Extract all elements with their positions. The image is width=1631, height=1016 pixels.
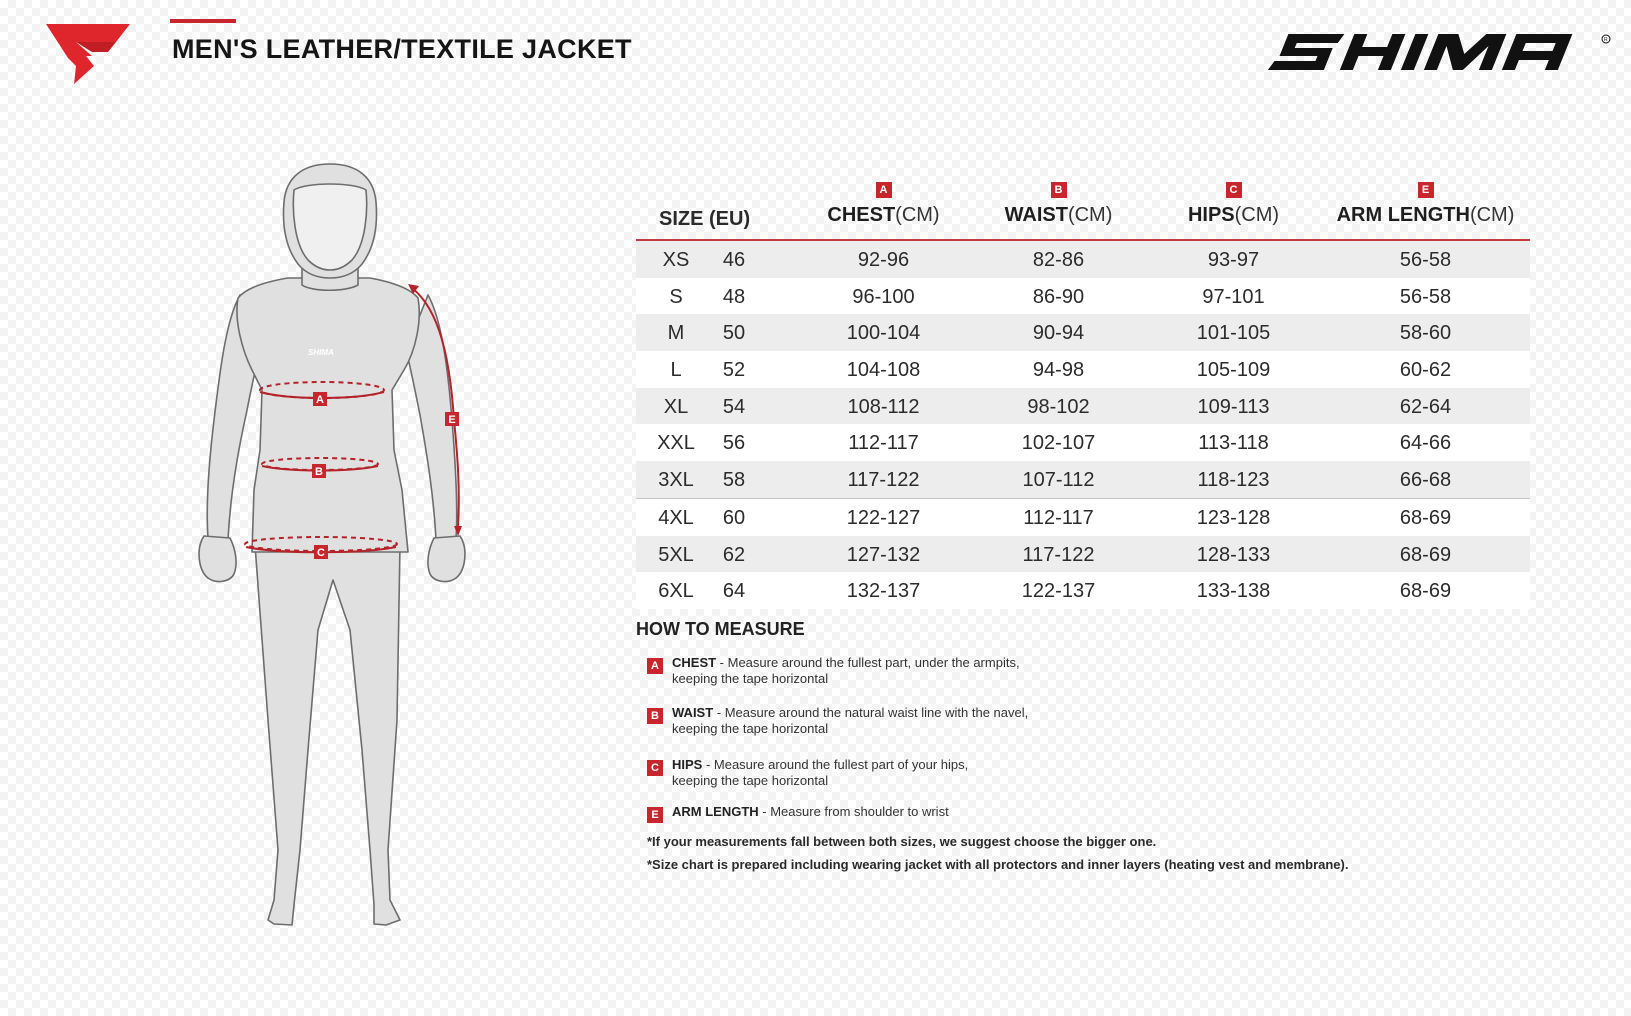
- cell-size: S: [669, 285, 683, 308]
- cell-eu: 52: [722, 359, 746, 382]
- table-row: [636, 388, 1530, 425]
- cell-eu: 46: [722, 249, 746, 271]
- title-accent-bar: [170, 19, 236, 23]
- cell-size: 3XL: [658, 469, 694, 492]
- cell-chest: 92-96: [857, 249, 910, 271]
- badge-a: A: [647, 658, 663, 674]
- how-to-measure-title: HOW TO MEASURE: [636, 619, 805, 639]
- cell-waist: 94-98: [1032, 359, 1085, 382]
- cell-arm: 58-60: [1399, 322, 1452, 345]
- cell-chest: 117-122: [847, 469, 920, 492]
- cell-eu: 60: [722, 506, 746, 529]
- table-row: [636, 498, 1530, 536]
- table-row: [636, 461, 1530, 498]
- cell-hips: 133-138: [1196, 580, 1271, 603]
- cell-eu: 58: [722, 469, 746, 492]
- cell-arm: 68-69: [1399, 580, 1452, 603]
- svg-text:B: B: [315, 466, 323, 478]
- cell-eu: 48: [722, 285, 746, 308]
- table-row: [636, 314, 1530, 351]
- cell-chest: 108-112: [847, 395, 920, 418]
- svg-text:C: C: [317, 547, 325, 559]
- cell-size: 6XL: [658, 580, 694, 603]
- cell-arm: 68-69: [1399, 543, 1452, 566]
- cell-chest: 122-127: [846, 506, 921, 529]
- cell-eu: 62: [722, 543, 746, 566]
- svg-text:R: R: [1604, 37, 1608, 43]
- header-waist: B WAIST(CM): [1004, 184, 1113, 226]
- badge-b: B: [1051, 182, 1067, 198]
- badge-c: C: [1226, 182, 1242, 198]
- svg-text:A: A: [316, 394, 324, 406]
- cell-chest: 100-104: [846, 322, 921, 345]
- cell-hips: 128-133: [1196, 543, 1271, 566]
- badge-e: E: [647, 807, 663, 823]
- cell-arm: 68-69: [1399, 506, 1452, 529]
- cell-hips: 123-128: [1196, 506, 1271, 529]
- cell-size: XL: [663, 395, 689, 418]
- cell-size: M: [667, 322, 685, 345]
- body-measurement-figure: [190, 160, 490, 940]
- cell-hips: 101-105: [1196, 322, 1271, 345]
- table-row: [636, 278, 1530, 315]
- cell-size: 4XL: [658, 506, 694, 529]
- table-row: [636, 351, 1530, 388]
- cell-arm: 66-68: [1399, 469, 1452, 492]
- cell-hips: 97-101: [1202, 285, 1265, 308]
- badge-b: B: [647, 708, 663, 724]
- cell-eu: 64: [722, 580, 746, 603]
- svg-text:SHIMA: SHIMA: [308, 348, 334, 357]
- cell-chest: 127-132: [846, 543, 921, 566]
- svg-text:E: E: [448, 414, 456, 426]
- cell-waist: 112-117: [1023, 506, 1094, 529]
- cell-waist: 117-122: [1022, 543, 1095, 566]
- header-hips: C HIPS(CM): [1187, 184, 1280, 226]
- table-header: [636, 175, 1530, 241]
- cell-chest: 96-100: [852, 285, 915, 308]
- cell-waist: 82-86: [1032, 249, 1085, 271]
- brand-mark-logo: [46, 20, 130, 84]
- cell-size: L: [670, 359, 682, 382]
- cell-arm: 56-58: [1399, 285, 1452, 308]
- cell-waist: 107-112: [1022, 469, 1095, 492]
- header-arm-length: E ARM LENGTH(CM): [1336, 184, 1515, 226]
- badge-e: E: [1418, 182, 1434, 198]
- page-title: MEN'S LEATHER/TEXTILE JACKET: [172, 34, 632, 64]
- badge-c: C: [647, 760, 663, 776]
- cell-chest: 132-137: [846, 580, 921, 603]
- cell-size: XXL: [657, 432, 695, 455]
- cell-eu: 50: [722, 322, 746, 345]
- shima-logo: [1268, 30, 1613, 74]
- cell-waist: 98-102: [1027, 395, 1090, 418]
- cell-chest: 104-108: [846, 359, 921, 382]
- cell-size: 5XL: [658, 543, 694, 566]
- cell-arm: 62-64: [1399, 395, 1452, 418]
- table-row: [636, 241, 1530, 278]
- header-size: SIZE (EU): [659, 208, 751, 230]
- table-row: [636, 424, 1530, 461]
- cell-arm: 60-62: [1399, 359, 1452, 382]
- cell-chest: 112-117: [848, 432, 919, 455]
- cell-hips: 93-97: [1207, 249, 1260, 271]
- cell-hips: 105-109: [1196, 359, 1271, 382]
- cell-arm: 64-66: [1399, 432, 1452, 455]
- note-between-sizes: *If your measurements fall between both sizes, we suggest choose the bigger one.: [647, 834, 1157, 849]
- table-row: [636, 572, 1530, 609]
- cell-hips: 109-113: [1197, 395, 1270, 418]
- cell-waist: 86-90: [1032, 285, 1085, 308]
- header-chest: A CHEST(CM): [827, 184, 940, 226]
- cell-hips: 113-118: [1198, 432, 1269, 455]
- note-size-chart-layers: *Size chart is prepared including wearing jacket with all protectors and inner layers (heating vest and membrane).: [647, 857, 1349, 872]
- table-row: [636, 536, 1530, 573]
- cell-waist: 122-137: [1021, 580, 1096, 603]
- cell-waist: 90-94: [1032, 322, 1085, 345]
- cell-eu: 56: [722, 432, 746, 455]
- cell-hips: 118-123: [1197, 469, 1270, 492]
- cell-waist: 102-107: [1021, 432, 1096, 455]
- cell-eu: 54: [722, 395, 746, 418]
- cell-size: XS: [662, 249, 690, 271]
- size-table: [636, 175, 1530, 609]
- badge-a: A: [876, 182, 892, 198]
- cell-arm: 56-58: [1399, 249, 1452, 271]
